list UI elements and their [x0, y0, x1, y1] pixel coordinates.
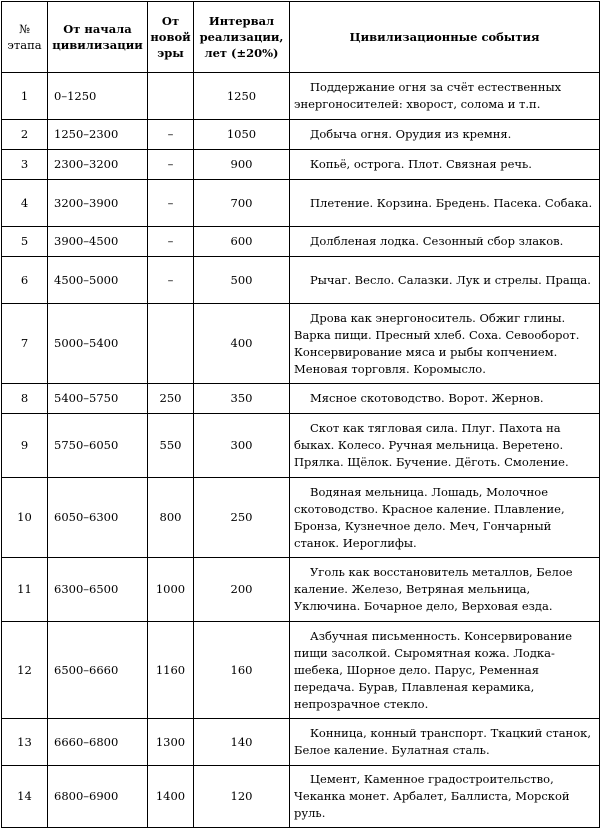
cell-events	[290, 227, 600, 257]
cell-stage: 9	[2, 414, 48, 478]
events-text: Поддержание огня за счёт естественных энергоносителей: хворост, солома и т.п.	[294, 80, 562, 111]
events-text: Дрова как энергоноситель. Обжиг глины. Варка пищи. Пресный хлеб. Соха. Севооборот. Консервирование мяса и рыбы копчением. Меновая торговля. Коромысло.	[294, 310, 580, 376]
events-text: Долбленая лодка. Сезонный сбор злаков.	[310, 234, 564, 248]
cell-stage: 12	[2, 622, 48, 719]
cell-interval: 250	[194, 478, 290, 558]
events-text: Уголь как восстановитель металлов, Белое каление. Железо, Ветряная мельница, Уключина. Бочарное дело, Верховая езда.	[294, 565, 573, 613]
cell-stage: 6	[2, 257, 48, 304]
table-row	[2, 150, 600, 180]
cell-events	[290, 180, 600, 227]
cell-from-start: 3900–4500	[48, 227, 148, 257]
cell-from-start: 6050–6300	[48, 478, 148, 558]
table-row	[2, 304, 600, 384]
events-text: Скот как тягловая сила. Плуг. Пахота на быках. Колесо. Ручная мельница. Веретено. Прялка. Щёлок. Бучение. Дёготь. Смоление.	[294, 421, 569, 469]
cell-from-start: 4500–5000	[48, 257, 148, 304]
cell-stage: 7	[2, 304, 48, 384]
events-text: Рычаг. Весло. Салазки. Лук и стрелы. Праща.	[310, 272, 591, 287]
table-row	[2, 180, 600, 227]
table-row	[2, 384, 600, 414]
table-row	[2, 622, 600, 719]
cell-events	[290, 257, 600, 304]
cell-stage: 1	[2, 73, 48, 120]
cell-stage: 14	[2, 766, 48, 828]
cell-events	[290, 73, 600, 120]
cell-interval: 140	[194, 719, 290, 766]
cell-stage: 8	[2, 384, 48, 414]
header-interval: Интервал реализации, лет (±20%)	[194, 2, 290, 73]
events-text: Цемент, Каменное градостроительство, Чеканка монет. Арбалет, Баллиста, Морской руль.	[294, 772, 570, 820]
cell-events	[290, 120, 600, 150]
table-row	[2, 766, 600, 828]
cell-stage: 10	[2, 478, 48, 558]
cell-from-era	[148, 73, 194, 120]
cell-events	[290, 719, 600, 766]
cell-interval: 700	[194, 180, 290, 227]
header-from-start: От начала цивилизации	[48, 2, 148, 73]
cell-interval: 500	[194, 257, 290, 304]
cell-from-start: 0–1250	[48, 73, 148, 120]
cell-from-start: 6660–6800	[48, 719, 148, 766]
cell-interval: 400	[194, 304, 290, 384]
cell-events	[290, 384, 600, 414]
cell-from-era: –	[148, 257, 194, 304]
table-row	[2, 257, 600, 304]
cell-interval: 900	[194, 150, 290, 180]
cell-from-start: 2300–3200	[48, 150, 148, 180]
cell-stage: 13	[2, 719, 48, 766]
cell-from-era: 1160	[148, 622, 194, 719]
cell-events	[290, 304, 600, 384]
cell-events	[290, 766, 600, 828]
cell-interval: 1250	[194, 73, 290, 120]
cell-from-era: –	[148, 150, 194, 180]
cell-from-era: –	[148, 120, 194, 150]
cell-stage: 11	[2, 558, 48, 622]
civilization-events-table	[1, 1, 600, 828]
cell-from-start: 5000–5400	[48, 304, 148, 384]
cell-interval: 350	[194, 384, 290, 414]
cell-interval: 600	[194, 227, 290, 257]
cell-from-era: 1400	[148, 766, 194, 828]
cell-events	[290, 622, 600, 719]
events-text: Азбучная письменность. Консервирование пищи засолкой. Сыромятная кожа. Лодка-шебека, Шорное дело. Парус, Ременная передача. Бурав, Плавленая керамика, непрозрачное стекло.	[294, 628, 573, 711]
table-row	[2, 558, 600, 622]
cell-from-start: 6500–6660	[48, 622, 148, 719]
cell-from-era: 1300	[148, 719, 194, 766]
cell-stage: 3	[2, 150, 48, 180]
events-text: Водяная мельница. Лошадь, Молочное скотоводство. Красное каление. Плавление, Бронза, Кузнечное дело. Меч, Гончарный станок. Иероглифы.	[294, 484, 565, 550]
header-stage: № этапа	[2, 2, 48, 73]
cell-from-start: 6300–6500	[48, 558, 148, 622]
table-row	[2, 719, 600, 766]
table-header-row	[2, 2, 600, 73]
cell-from-era: 1000	[148, 558, 194, 622]
table-row	[2, 414, 600, 478]
cell-from-era: 800	[148, 478, 194, 558]
cell-interval: 300	[194, 414, 290, 478]
cell-from-era: –	[148, 227, 194, 257]
cell-from-start: 5400–5750	[48, 384, 148, 414]
events-text: Копьё, острога. Плот. Связная речь.	[310, 157, 532, 171]
events-text: Плетение. Корзина. Бредень. Пасека. Собака.	[310, 195, 593, 210]
cell-from-start: 5750–6050	[48, 414, 148, 478]
cell-from-start: 6800–6900	[48, 766, 148, 828]
cell-stage: 4	[2, 180, 48, 227]
cell-stage: 2	[2, 120, 48, 150]
table-row	[2, 227, 600, 257]
cell-interval: 160	[194, 622, 290, 719]
cell-from-start: 3200–3900	[48, 180, 148, 227]
header-events: Цивилизационные события	[290, 2, 600, 73]
cell-from-era: 550	[148, 414, 194, 478]
cell-interval: 1050	[194, 120, 290, 150]
cell-from-era: 250	[148, 384, 194, 414]
cell-events	[290, 414, 600, 478]
cell-interval: 200	[194, 558, 290, 622]
cell-from-era	[148, 304, 194, 384]
cell-from-start: 1250–2300	[48, 120, 148, 150]
cell-events	[290, 478, 600, 558]
cell-events	[290, 150, 600, 180]
cell-from-era: –	[148, 180, 194, 227]
header-from-era: От новой эры	[148, 2, 194, 73]
cell-stage: 5	[2, 227, 48, 257]
events-text: Мясное скотоводство. Ворот. Жернов.	[310, 391, 544, 405]
cell-interval: 120	[194, 766, 290, 828]
table-row	[2, 120, 600, 150]
table-row	[2, 478, 600, 558]
events-text: Добыча огня. Орудия из кремня.	[310, 127, 512, 141]
table-row	[2, 73, 600, 120]
events-text: Конница, конный транспорт. Ткацкий станок, Белое каление. Булатная сталь.	[294, 726, 591, 757]
cell-events	[290, 558, 600, 622]
